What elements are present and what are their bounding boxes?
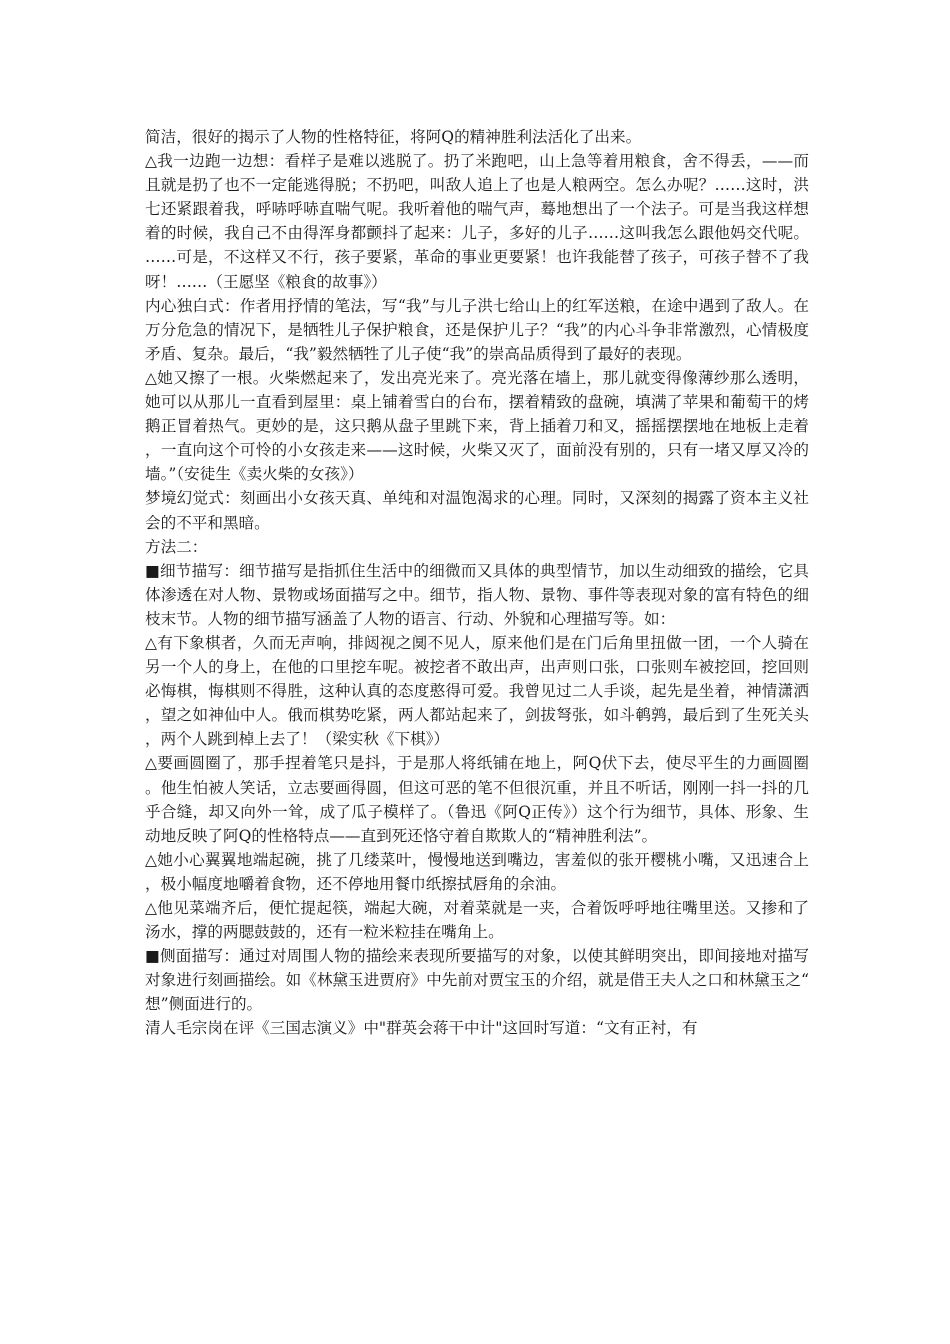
paragraph-aq-summary: 简洁，很好的揭示了人物的性格特征，将阿Q的精神胜利法活化了出来。 <box>145 128 642 146</box>
paragraph-inner-monologue: 内心独白式：作者用抒情的笔法，写“我”与儿子洪七给山上的红军送粮，在途中遇到了敌人。在万分危急的情况下，是牺牲儿子保护粮食，还是保护儿子？“我”的内心斗争非常激烈，心情极度矛盾、复杂。最后，“我”毅然牺牲了儿子使“我”的崇高品质得到了最好的表现。 <box>145 296 809 363</box>
paragraph-chopsticks-example: △他见菜端齐后，便忙提起筷，端起大碗，对着菜就是一夹，合着饭呼呼地往嘴里送。又掺和了汤水，撑的两腮鼓鼓的，还有一粒米粒挂在嘴角上。 <box>145 899 809 942</box>
section-heading-method-two: 方法二： <box>145 537 208 556</box>
paragraph-mao-zonggang: 清人毛宗岗在评《三国志演义》中"群英会蒋干中计"这回时写道：“文有正衬，有 <box>145 1019 698 1038</box>
paragraph-match-girl-excerpt: △她又擦了一根。火柴燃起来了，发出亮光来了。亮光落在墙上，那儿就变得像薄纱那么透明，她可以从那儿一直看到屋里：桌上铺着雪白的台布，摆着精致的盘碗，填满了苹果和葡萄干的烤鹅正冒着热气。更妙的是，这只鹅从盘子里跳下来，背上插着刀和叉，摇摇摆摆地在地板上走着，一直向这个可怜的小女孩走来——这时候，火柴又灭了，面前没有别的，只有一堵又厚又冷的墙。”（安徒生《卖火柴的女孩》） <box>145 368 809 484</box>
paragraph-dream-illusion: 梦境幻觉式：刻画出小女孩天真、单纯和对温饱渴求的心理。同时，又深刻的揭露了资本主义社会的不平和黑暗。 <box>145 489 809 532</box>
paragraph-detail-description: ■细节描写：细节描写是指抓住生活中的细微而又具体的典型情节，加以生动细致的描绘，它具体渗透在对人物、景物或场面描写之中。细节，指人物、景物、事件等表现对象的富有特色的细枝末节。人物的细节描写涵盖了人物的语言、行动、外貌和心理描写等。如： <box>145 561 809 628</box>
paragraph-aq-circle-excerpt: △要画圆圈了，那手捏着笔只是抖，于是那人将纸铺在地上，阿Q伏下去，使尽平生的力画圆圈。他生怕被人笑话，立志要画得圆，但这可恶的笔不但很沉重，并且不听话，刚刚一抖一抖的几乎合缝，却又向外一耸，成了瓜子模样了。（鲁迅《阿Q正传》）这个行为细节，具体、形象、生动地反映了阿Q的性格特点——直到死还恪守着自欺欺人的“精神胜利法”。 <box>145 754 809 845</box>
paragraph-bowl-example: △她小心翼翼地端起碗，挑了几缕菜叶，慢慢地送到嘴边，害羞似的张开樱桃小嘴，又迅速合上，极小幅度地嚼着食物，还不停地用餐巾纸擦拭唇角的余油。 <box>145 850 809 893</box>
paragraph-grain-story-excerpt: △我一边跑一边想：看样子是难以逃脱了。扔了米跑吧，山上急等着用粮食，舍不得丢，——而且就是扔了也不一定能逃得脱；不扔吧，叫敌人追上了也是人粮两空。怎么办呢？……这时，洪七还紧跟着我，呼哧呼哧直喘气呢。我听着他的喘气声，蓦地想出了一个法子。可是当我这样想着的时候，我自己不由得浑身都颤抖了起来：儿子，多好的儿子……这叫我怎么跟他妈交代呢。……可是，不这样又不行，孩子要紧，革命的事业更要紧！也许我能替了孩子，可孩子替不了我呀！……（王愿坚《粮食的故事》） <box>145 152 809 291</box>
paragraph-side-description: ■侧面描写：通过对周围人物的描绘来表现所要描写的对象，以使其鲜明突出，即间接地对描写对象进行刻画描绘。如《林黛玉进贾府》中先前对贾宝玉的介绍，就是借王夫人之口和林黛玉之“想”侧面进行的。 <box>145 947 809 1014</box>
paragraph-chess-excerpt: △有下象棋者，久而无声响，排闼视之阒不见人，原来他们是在门后角里扭做一团，一个人骑在另一个人的身上，在他的口里挖车呢。被挖者不敢出声，出声则口张，口张则车被挖回，挖回则必悔棋，悔棋则不得胜，这种认真的态度憨得可爱。我曾见过二人手谈，起先是坐着，神情潇洒，望之如神仙中人。俄而棋势吃紧，两人都站起来了，剑拔弩张，如斗鹌鹑，最后到了生死关头，两个人跳到棹上去了！（梁实秋《下棋》） <box>145 633 809 749</box>
document-body <box>145 125 809 1041</box>
